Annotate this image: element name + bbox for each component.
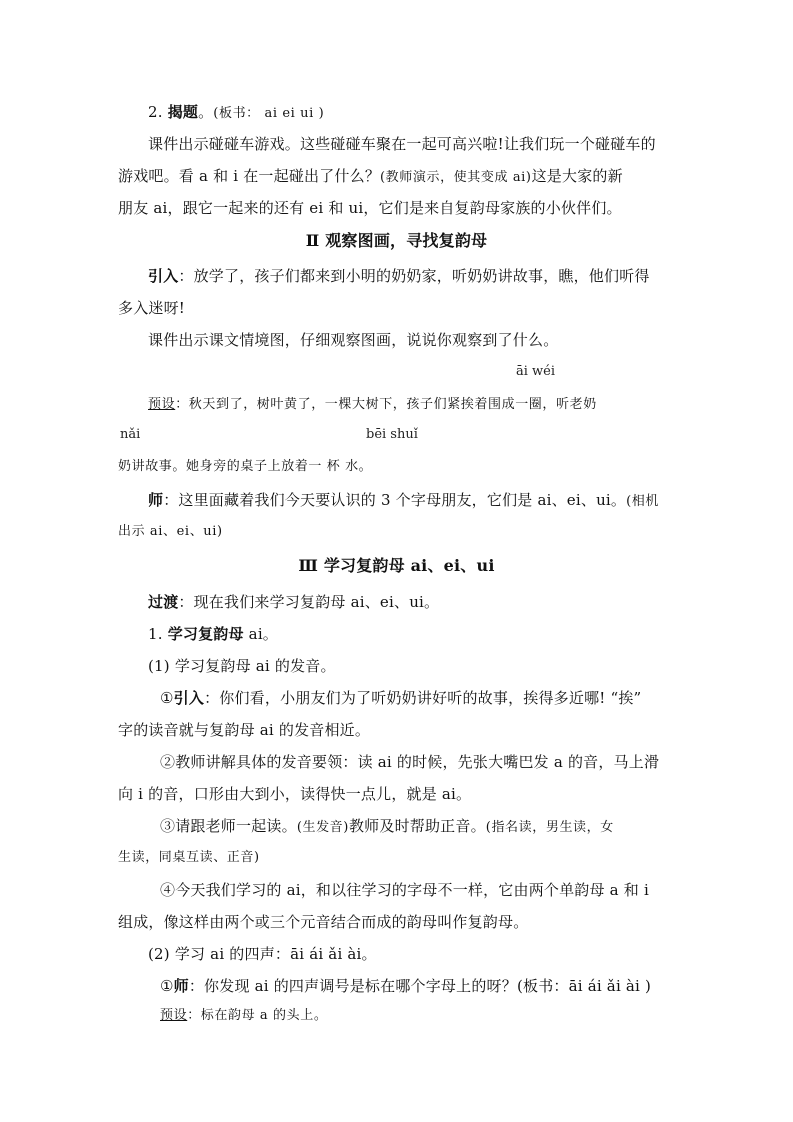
text: 。 [198, 103, 214, 121]
paragraph-line [0, 266, 793, 286]
section-heading [0, 231, 793, 251]
text: 教师及时帮助正音。 [348, 817, 486, 835]
paragraph-line [0, 656, 793, 676]
text: 这是大家的新 [531, 167, 623, 185]
teacher-note: (相机 [626, 494, 660, 509]
text: 生读，同桌互读、正音) [118, 850, 260, 865]
text: 出示 ai、ei、ui) [118, 524, 223, 539]
paragraph-line [0, 198, 793, 218]
preset-line [0, 457, 793, 477]
text: 朋友 ai，跟它一起来的还有 ei 和 ui，它们是来自复韵母家族的小伙伴们。 [118, 199, 622, 217]
subsection-line [0, 624, 793, 644]
pinyin-annotation: nǎi [120, 427, 141, 442]
preset-line [0, 1006, 793, 1026]
bold-label: 师 [148, 491, 164, 509]
text: ：现在我们来学习复韵母 ai、ei、ui。 [178, 593, 440, 611]
paragraph-line [0, 592, 793, 612]
text: 课件出示碰碰车游戏。这些碰碰车聚在一起可高兴啦!让我们玩一个碰碰车的 [148, 135, 656, 153]
teacher-note: (指名读，男生读，女 [485, 820, 614, 835]
paragraph-line [0, 298, 793, 318]
paragraph-line [0, 134, 793, 154]
section-heading [0, 556, 793, 576]
bold-label: 揭题 [167, 103, 199, 121]
paragraph-line [0, 976, 793, 996]
text: 组成，像这样由两个或三个元音结合而成的韵母叫作复韵母。 [118, 913, 529, 931]
item-number: ① [160, 977, 174, 995]
item-number: 2. [148, 103, 168, 121]
board-note: (板书： ai ei ui ) [213, 106, 325, 121]
text: 游戏吧。看 a 和 i 在一起碰出了什么？ [118, 167, 381, 185]
text: ai。 [243, 625, 279, 643]
text: ②教师讲解具体的发音要领：读 ai 的时候，先张大嘴巴发 a 的音，马上滑 [160, 753, 660, 771]
paragraph-line [0, 848, 793, 868]
bold-label: 学习复韵母 [167, 625, 244, 643]
paragraph-line [0, 166, 793, 188]
paragraph-line [0, 912, 793, 932]
text: 字的读音就与复韵母 ai 的发音相近。 [118, 721, 371, 739]
paragraph-line [0, 752, 793, 772]
teacher-note: (生发音) [296, 820, 349, 835]
paragraph-line [0, 944, 793, 964]
bold-label: 引入 [148, 267, 179, 285]
text: ：这里面藏着我们今天要认识的 3 个字母朋友，它们是 ai、ei、ui。 [163, 491, 627, 509]
heading-text: Ⅱ 观察图画，寻找复韵母 [305, 231, 488, 250]
pinyin-annotation: āi wéi [516, 364, 556, 379]
bold-label: 引入 [173, 689, 205, 707]
text: ：你们看，小朋友们为了听奶奶讲好听的故事，挨得多近哪! “挨” [204, 689, 642, 707]
text: ：放学了，孩子们都来到小明的奶奶家，听奶奶讲故事，瞧，他们听得 [178, 267, 650, 285]
bold-label: 过渡 [148, 593, 179, 611]
item-number: ① [160, 689, 174, 707]
text: (2) 学习 ai 的四声：āi ái ǎi ài。 [148, 945, 377, 963]
paragraph-line [0, 688, 793, 708]
paragraph-line [0, 490, 793, 512]
text: ④今天我们学习的 ai，和以往学习的字母不一样，它由两个单韵母 a 和 i [160, 881, 649, 899]
preset-label: 预设 [148, 397, 176, 412]
text: ：标在韵母 a 的头上。 [187, 1008, 328, 1023]
text: ③请跟老师一起读。 [160, 817, 297, 835]
text: ：你发现 ai 的四声调号是标在哪个字母上的呀？(板书：āi ái ǎi ài ) [188, 977, 652, 995]
paragraph-line [0, 522, 793, 542]
preset-line [0, 395, 793, 415]
heading-text: Ⅲ 学习复韵母 ai、ei、ui [298, 556, 495, 575]
teacher-note: (教师演示，使其变成 ai) [380, 170, 532, 185]
text: 奶讲故事。她身旁的桌子上放着一 杯 水。 [118, 459, 373, 474]
bold-label: 师 [173, 977, 189, 995]
paragraph-line [0, 816, 793, 838]
paragraph-line [0, 880, 793, 900]
pinyin-annotation: bēi shuǐ [366, 427, 418, 442]
text: ：秋天到了，树叶黄了，一棵大树下，孩子们紧挨着围成一圈，听老奶 [175, 397, 597, 412]
preset-label: 预设 [160, 1008, 188, 1023]
text: 多入迷呀! [118, 299, 186, 317]
paragraph-line [0, 720, 793, 740]
paragraph-line [0, 784, 793, 804]
topic-line [0, 102, 793, 124]
text: 课件出示课文情境图，仔细观察图画，说说你观察到了什么。 [148, 331, 559, 349]
text: (1) 学习复韵母 ai 的发音。 [148, 657, 336, 675]
paragraph-line [0, 330, 793, 350]
item-number: 1. [148, 625, 168, 643]
text: 向 i 的音，口形由大到小，读得快一点儿，就是 ai。 [118, 785, 472, 803]
